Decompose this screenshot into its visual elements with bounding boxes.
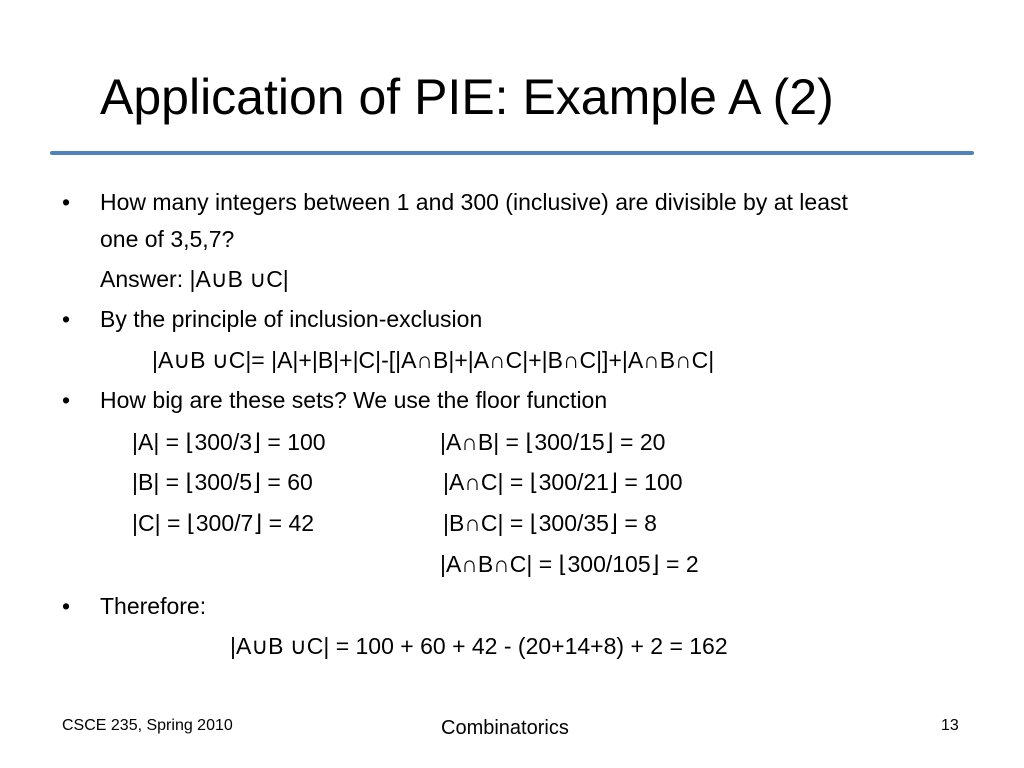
set-size-a-and-b: |A∩B| = ⌊300/15⌋ = 20 [440,429,666,455]
bullet-icon: • [62,593,71,619]
set-size-b: |B| = ⌊300/5⌋ = 60 [132,469,313,495]
bullet-1-line-1: How many integers between 1 and 300 (inclusive) are divisible by at least [100,189,848,215]
set-size-a-and-b-and-c: |A∩B∩C| = ⌊300/105⌋ = 2 [440,551,699,577]
answer-line: Answer: |A∪B ∪C| [100,266,289,292]
set-size-a: |A| = ⌊300/3⌋ = 100 [132,429,326,455]
final-result: |A∪B ∪C| = 100 + 60 + 42 - (20+14+8) + 2 = 162 [230,633,728,659]
set-size-a-and-c: |A∩C| = ⌊300/21⌋ = 100 [443,469,683,495]
set-size-b-and-c: |B∩C| = ⌊300/35⌋ = 8 [443,510,657,536]
pie-formula: |A∪B ∪C|= |A|+|B|+|C|-[|A∩B|+|A∩C|+|B∩C|]+|A∩B∩C| [152,347,715,373]
set-size-c: |C| = ⌊300/7⌋ = 42 [132,510,315,536]
bullet-icon: • [62,387,71,413]
bullet-icon: • [62,306,71,332]
bullet-2-line-1: By the principle of inclusion-exclusion [100,306,483,332]
bullet-3-line-1: How big are these sets? We use the floor function [100,387,608,413]
title-divider [50,151,974,155]
bullet-4-line-1: Therefore: [100,593,207,619]
footer-topic: Combinatorics [441,717,569,739]
bullet-1-line-2: one of 3,5,7? [100,226,235,252]
bullet-icon: • [62,189,71,215]
footer-course: CSCE 235, Spring 2010 [62,717,233,734]
slide-title: Application of PIE: Example A (2) [100,69,834,125]
slide-number: 13 [941,717,959,734]
